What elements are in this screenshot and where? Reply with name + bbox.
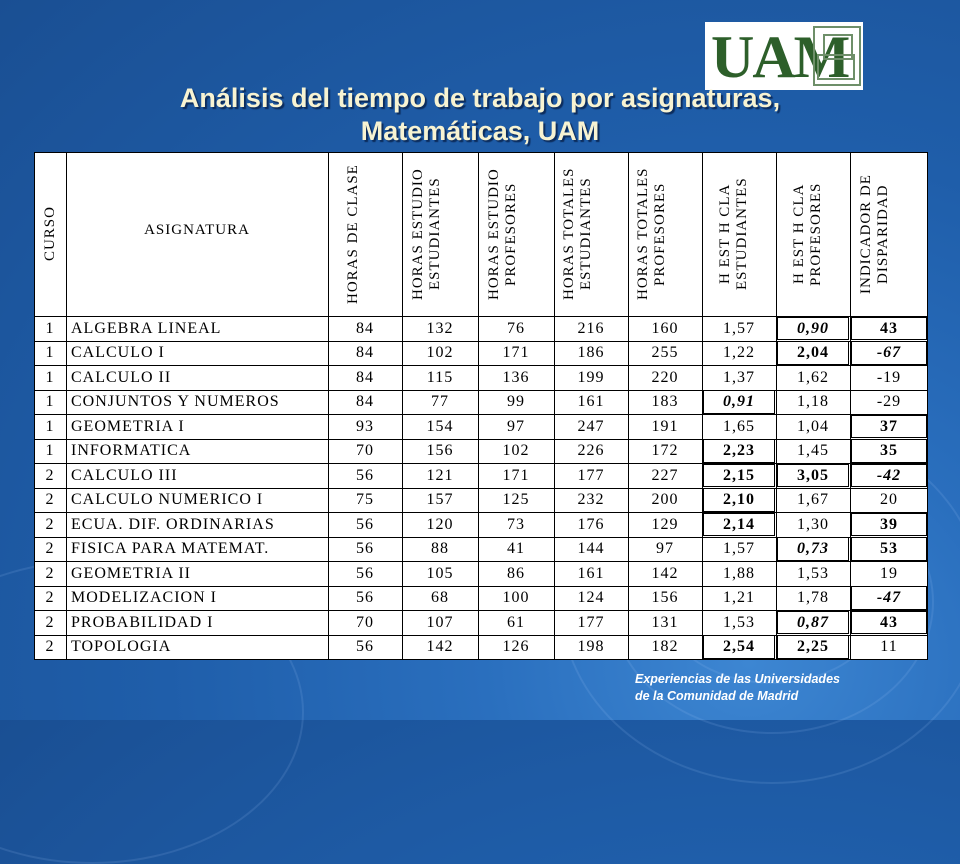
header-horas-totales-estudiantes <box>554 152 628 316</box>
cell-htp: 255 <box>651 344 679 361</box>
grid-hline <box>34 512 928 513</box>
cell-hee: 156 <box>426 442 454 459</box>
cell-curso: 2 <box>45 515 55 533</box>
cell-asignatura: CALCULO II <box>71 368 172 386</box>
cell-asignatura: GEOMETRIA II <box>71 564 191 582</box>
cell-hc: 56 <box>356 589 374 606</box>
logo-text: UAM <box>711 24 849 90</box>
cell-hc: 70 <box>356 442 374 459</box>
cell-hc: 56 <box>356 564 374 582</box>
header-htp-label: HORAS TOTALES PROFESORES <box>635 167 668 301</box>
header-hest-hcla-profesores <box>776 152 850 316</box>
header-hte-label: HORAS TOTALES ESTUDIANTES <box>561 167 594 301</box>
cell-rel-p: 1,62 <box>797 368 829 386</box>
cell-hep: 97 <box>507 417 525 435</box>
cell-hc: 70 <box>356 613 374 631</box>
cell-hte: 247 <box>577 417 605 435</box>
cell-asignatura: CALCULO NUMERICO I <box>71 491 264 508</box>
header-horas-clase-label: HORAS DE CLASE <box>345 164 361 304</box>
cell-asignatura: CONJUNTOS Y NUMEROS <box>71 393 280 410</box>
grid-vline <box>927 152 928 660</box>
header-horas-estudio-profesores <box>478 152 554 316</box>
cell-hee: 68 <box>431 589 449 606</box>
grid-vline <box>628 152 629 660</box>
cell-hte: 226 <box>577 442 605 459</box>
grid-vline <box>702 152 703 660</box>
cell-ind: 37 <box>851 415 927 439</box>
cell-hep: 171 <box>502 344 530 361</box>
cell-hte: 144 <box>577 540 605 557</box>
cell-rel-e: 2,15 <box>703 464 775 488</box>
cell-hee: 132 <box>426 319 454 337</box>
footer-line-2: de la Comunidad de Madrid <box>635 689 799 703</box>
cell-rel-e: 1,65 <box>723 417 755 435</box>
cell-htp: 191 <box>651 417 679 435</box>
cell-hc: 84 <box>356 344 374 361</box>
cell-hc: 75 <box>356 491 374 508</box>
cell-hep: 73 <box>507 515 525 533</box>
grid-hline <box>34 586 928 587</box>
slide-title <box>60 82 900 148</box>
cell-curso: 2 <box>45 613 55 631</box>
cell-rel-p: 2,04 <box>777 341 849 365</box>
cell-ind: 43 <box>851 317 927 341</box>
cell-htp: 156 <box>651 589 679 606</box>
header-asignatura: ASIGNATURA <box>144 222 250 238</box>
cell-hte: 177 <box>577 466 605 484</box>
cell-hee: 120 <box>426 515 454 533</box>
cell-rel-p: 0,87 <box>777 611 849 635</box>
cell-hte: 161 <box>577 564 605 582</box>
cell-rel-e: 1,53 <box>723 613 755 631</box>
cell-hc: 56 <box>356 515 374 533</box>
cell-hep: 99 <box>507 393 525 410</box>
cell-curso: 1 <box>45 442 55 459</box>
logo-emblem <box>813 26 861 86</box>
grid-hline <box>34 488 928 489</box>
header-horas-clase <box>328 152 402 316</box>
header-curso <box>34 152 66 316</box>
cell-rel-e: 0,91 <box>703 390 775 414</box>
title-line-1: Análisis del tiempo de trabajo por asignaturas, <box>179 83 781 113</box>
grid-hline <box>34 414 928 415</box>
cell-hep: 171 <box>502 466 530 484</box>
grid-hline <box>34 635 928 636</box>
cell-ind: 11 <box>880 638 898 655</box>
header-rel-p-label: H EST H CLA PROFESORES <box>791 182 824 286</box>
cell-htp: 183 <box>651 393 679 410</box>
cell-hc: 93 <box>356 417 374 435</box>
cell-htp: 142 <box>651 564 679 582</box>
cell-rel-e: 2,10 <box>703 488 775 512</box>
cell-rel-e: 2,23 <box>703 439 775 463</box>
grid-hline <box>34 659 928 660</box>
header-horas-totales-profesores <box>628 152 702 316</box>
cell-ind: 53 <box>851 537 927 561</box>
header-hest-hcla-estudiantes <box>702 152 776 316</box>
cell-curso: 1 <box>45 417 55 435</box>
cell-htp: 227 <box>651 466 679 484</box>
cell-hep: 126 <box>502 638 530 655</box>
grid-hline <box>34 463 928 464</box>
grid-vline <box>478 152 479 660</box>
grid-hline <box>34 390 928 391</box>
cell-htp: 220 <box>651 368 679 386</box>
cell-asignatura: ECUA. DIF. ORDINARIAS <box>71 515 275 533</box>
cell-asignatura: ALGEBRA LINEAL <box>71 319 222 337</box>
cell-rel-e: 1,37 <box>723 368 755 386</box>
cell-htp: 97 <box>656 540 674 557</box>
cell-hte: 232 <box>577 491 605 508</box>
cell-hep: 76 <box>507 319 525 337</box>
cell-rel-p: 1,67 <box>797 491 829 508</box>
cell-curso: 2 <box>45 540 55 557</box>
cell-hc: 84 <box>356 393 374 410</box>
cell-hee: 157 <box>426 491 454 508</box>
cell-rel-p: 1,04 <box>797 417 829 435</box>
cell-curso: 2 <box>45 589 55 606</box>
cell-curso: 2 <box>45 564 55 582</box>
grid-hline <box>34 610 928 611</box>
cell-rel-e: 1,88 <box>723 564 755 582</box>
cell-rel-e: 1,57 <box>723 540 755 557</box>
cell-hee: 154 <box>426 417 454 435</box>
uam-logo <box>705 22 863 90</box>
cell-hep: 86 <box>507 564 525 582</box>
cell-asignatura: FISICA PARA MATEMAT. <box>71 540 270 557</box>
cell-rel-p: 2,25 <box>777 635 849 659</box>
cell-curso: 1 <box>45 344 55 361</box>
cell-curso: 1 <box>45 368 55 386</box>
cell-hc: 84 <box>356 319 374 337</box>
cell-rel-e: 2,14 <box>703 513 775 537</box>
cell-asignatura: GEOMETRIA I <box>71 417 185 435</box>
cell-rel-p: 1,45 <box>797 442 829 459</box>
header-rel-e-label: H EST H CLA ESTUDIANTES <box>717 177 750 291</box>
cell-hee: 107 <box>426 613 454 631</box>
cell-hee: 105 <box>426 564 454 582</box>
cell-rel-e: 2,54 <box>703 635 775 659</box>
footer-caption <box>635 671 935 705</box>
cell-curso: 2 <box>45 638 55 655</box>
grid-vline <box>34 152 35 660</box>
cell-asignatura: PROBABILIDAD I <box>71 613 214 631</box>
cell-rel-p: 0,73 <box>777 537 849 561</box>
cell-hee: 142 <box>426 638 454 655</box>
grid-hline <box>34 561 928 562</box>
grid-vline <box>850 152 851 660</box>
cell-hte: 177 <box>577 613 605 631</box>
cell-ind: -29 <box>876 393 902 410</box>
title-line-2: Matemáticas, UAM <box>360 116 600 146</box>
cell-hep: 125 <box>502 491 530 508</box>
grid-hline <box>34 152 928 153</box>
cell-rel-p: 3,05 <box>777 464 849 488</box>
cell-hee: 102 <box>426 344 454 361</box>
cell-hep: 61 <box>507 613 525 631</box>
cell-rel-e: 1,22 <box>723 344 755 361</box>
cell-ind: -19 <box>876 368 902 386</box>
cell-ind: -47 <box>851 586 927 610</box>
cell-ind: 43 <box>851 611 927 635</box>
cell-hee: 115 <box>426 368 454 386</box>
cell-hte: 198 <box>577 638 605 655</box>
cell-asignatura: CALCULO I <box>71 344 165 361</box>
header-horas-estudio-estudiantes <box>402 152 478 316</box>
cell-hc: 56 <box>356 466 374 484</box>
header-curso-label: CURSO <box>41 206 58 262</box>
cell-curso: 2 <box>45 466 55 484</box>
cell-rel-p: 1,53 <box>797 564 829 582</box>
cell-rel-p: 1,18 <box>797 393 829 410</box>
cell-htp: 131 <box>651 613 679 631</box>
cell-hte: 124 <box>577 589 605 606</box>
header-hee-label: HORAS ESTUDIO ESTUDIANTES <box>410 168 443 300</box>
cell-rel-e: 1,57 <box>723 319 755 337</box>
cell-curso: 1 <box>45 393 55 410</box>
cell-ind: -42 <box>851 464 927 488</box>
cell-hep: 41 <box>507 540 525 557</box>
grid-vline <box>554 152 555 660</box>
cell-hep: 102 <box>502 442 530 459</box>
cell-hte: 199 <box>577 368 605 386</box>
cell-asignatura: TOPOLOGIA <box>71 638 172 655</box>
cell-hc: 56 <box>356 540 374 557</box>
footer-line-1: Experiencias de las Universidades <box>635 672 840 686</box>
cell-asignatura: CALCULO III <box>71 466 178 484</box>
cell-asignatura: MODELIZACION I <box>71 589 217 606</box>
cell-rel-p: 0,90 <box>777 317 849 341</box>
header-ind-label: INDICADOR DE DISPARIDAD <box>858 174 891 294</box>
grid-hline <box>34 439 928 440</box>
cell-htp: 182 <box>651 638 679 655</box>
cell-ind: 39 <box>851 513 927 537</box>
cell-ind: 35 <box>851 439 927 463</box>
cell-rel-p: 1,78 <box>797 589 829 606</box>
cell-hte: 216 <box>577 319 605 337</box>
cell-ind: 20 <box>880 491 898 508</box>
cell-hte: 176 <box>577 515 605 533</box>
cell-curso: 2 <box>45 491 55 508</box>
grid-hline <box>34 365 928 366</box>
grid-vline <box>776 152 777 660</box>
cell-htp: 160 <box>651 319 679 337</box>
cell-htp: 200 <box>651 491 679 508</box>
header-indicador-disparidad <box>850 152 928 316</box>
data-table <box>34 152 928 660</box>
grid-vline <box>402 152 403 660</box>
cell-rel-e: 1,21 <box>723 589 755 606</box>
cell-ind: -67 <box>851 341 927 365</box>
cell-asignatura: INFORMATICA <box>71 442 192 459</box>
grid-hline <box>34 537 928 538</box>
cell-hep: 136 <box>502 368 530 386</box>
cell-htp: 172 <box>651 442 679 459</box>
cell-hee: 88 <box>431 540 449 557</box>
cell-hee: 77 <box>431 393 449 410</box>
header-hep-label: HORAS ESTUDIO PROFESORES <box>486 168 519 300</box>
grid-vline <box>66 152 67 660</box>
cell-hte: 161 <box>577 393 605 410</box>
cell-hee: 121 <box>426 466 454 484</box>
cell-rel-p: 1,30 <box>797 515 829 533</box>
cell-hte: 186 <box>577 344 605 361</box>
cell-htp: 129 <box>651 515 679 533</box>
grid-vline <box>328 152 329 660</box>
cell-hep: 100 <box>502 589 530 606</box>
cell-ind: 19 <box>880 564 898 582</box>
grid-hline <box>34 341 928 342</box>
cell-hc: 56 <box>356 638 374 655</box>
grid-hline <box>34 316 928 317</box>
cell-hc: 84 <box>356 368 374 386</box>
cell-curso: 1 <box>45 319 55 337</box>
